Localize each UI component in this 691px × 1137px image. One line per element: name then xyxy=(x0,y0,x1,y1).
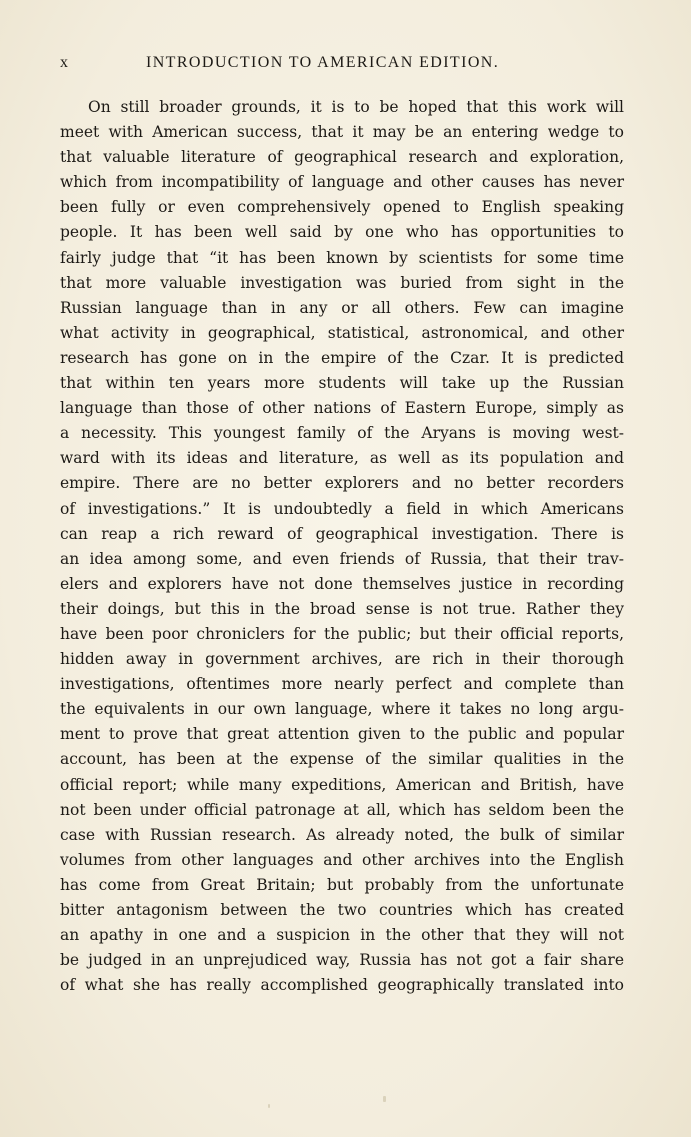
text-line: ward with its ideas and literature, as well as its population and xyxy=(60,449,624,468)
page-header xyxy=(60,54,640,80)
text-line: that valuable literature of geographical research and exploration, xyxy=(60,148,624,167)
text-line: investigations, oftentimes more nearly perfect and complete than xyxy=(60,675,624,694)
text-line: research has gone on in the empire of the Czar. It is predicted xyxy=(60,348,624,367)
text-line: of what she has really accomplished geographically translated into xyxy=(60,976,624,995)
page-number: x xyxy=(60,54,70,71)
text-line: of investigations.” It is undoubtedly a field in which Americans xyxy=(60,499,624,518)
text-line: people. It has been well said by one who has opportunities to xyxy=(60,223,624,242)
text-line: been fully or even comprehensively opened to English speaking xyxy=(60,198,624,217)
text-line: hidden away in government archives, are rich in their thorough xyxy=(60,650,624,669)
text-line: not been under official patronage at all, which has seldom been the xyxy=(60,800,624,819)
text-line: which from incompatibility of language and other causes has never xyxy=(60,173,624,192)
text-line: the equivalents in our own language, where it takes no long argu- xyxy=(60,700,624,719)
text-line: fairly judge that “it has been known by scientists for some time xyxy=(60,248,624,267)
text-line: can reap a rich reward of geographical investigation. There is xyxy=(60,524,624,543)
text-line: account, has been at the expense of the similar qualities in the xyxy=(60,750,624,769)
text-line: an apathy in one and a suspicion in the other that they will not xyxy=(60,926,624,945)
text-line: elers and explorers have not done themselves justice in recording xyxy=(60,574,624,593)
text-line: ment to prove that great attention given to the public and popular xyxy=(60,725,624,744)
text-line: that within ten years more students will take up the Russian xyxy=(60,374,624,393)
running-title: INTRODUCTION TO AMERICAN EDITION. xyxy=(146,54,500,71)
text-line: official report; while many expeditions, American and British, have xyxy=(60,775,624,794)
text-line: language than those of other nations of Eastern Europe, simply as xyxy=(60,399,624,418)
text-line: empire. There are no better explorers and no better recorders xyxy=(60,474,624,493)
paper-speck xyxy=(268,1104,270,1108)
text-line: Russian language than in any or all others. Few can imagine xyxy=(60,298,624,317)
text-line: has come from Great Britain; but probably from the unfortunate xyxy=(60,875,624,894)
text-line: an idea among some, and even friends of Russia, that their trav- xyxy=(60,549,624,568)
text-line: a necessity. This youngest family of the Aryans is moving west- xyxy=(60,424,624,443)
text-line: be judged in an unprejudiced way, Russia has not got a fair share xyxy=(60,951,624,970)
text-line: case with Russian research. As already noted, the bulk of similar xyxy=(60,825,624,844)
text-line: what activity in geographical, statistical, astronomical, and other xyxy=(60,323,624,342)
text-line: their doings, but this in the broad sense is not true. Rather they xyxy=(60,599,624,618)
text-line: On still broader grounds, it is to be hoped that this work will xyxy=(88,98,624,116)
body-paragraph xyxy=(60,95,624,998)
text-line: meet with American success, that it may be an entering wedge to xyxy=(60,123,624,142)
text-line: that more valuable investigation was buried from sight in the xyxy=(60,273,624,292)
text-line: have been poor chroniclers for the public; but their official reports, xyxy=(60,624,624,643)
text-line: volumes from other languages and other archives into the English xyxy=(60,850,624,869)
text-line: bitter antagonism between the two countries which has created xyxy=(60,901,624,919)
paper-speck xyxy=(383,1096,386,1102)
